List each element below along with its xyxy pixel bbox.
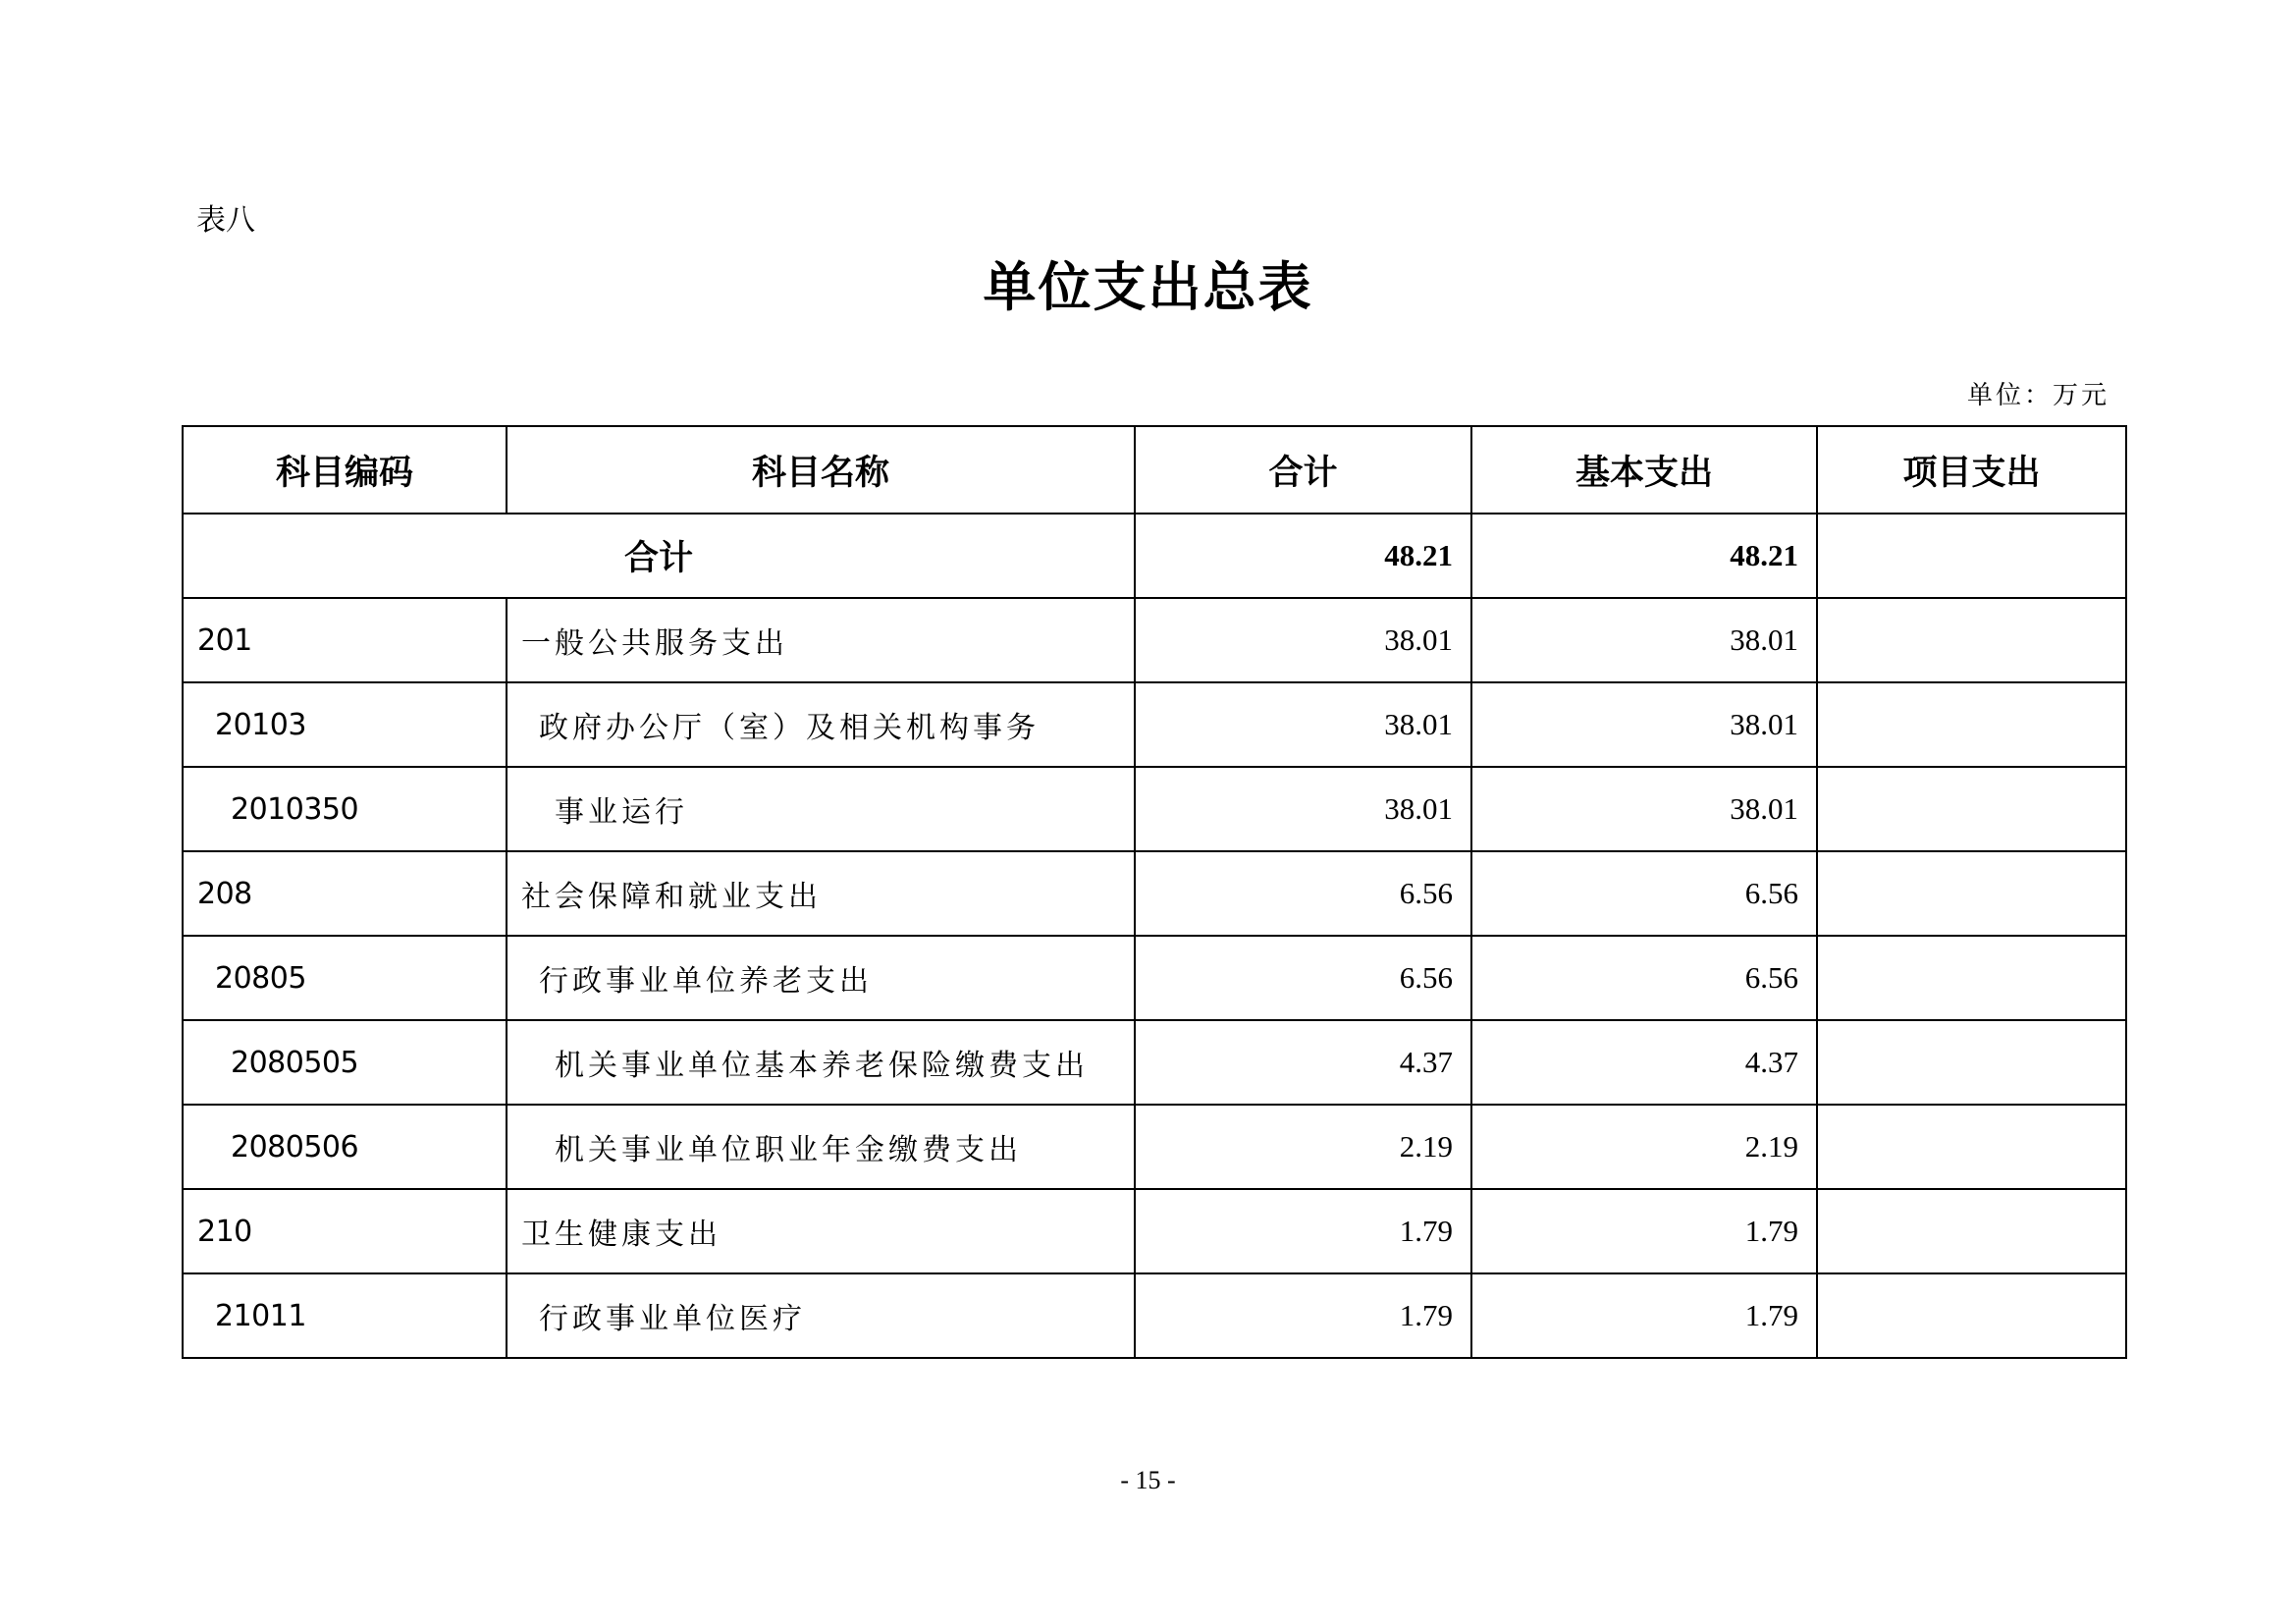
amount-total: 6.56 — [1135, 851, 1471, 936]
table-row — [183, 767, 2126, 851]
amount-project — [1817, 1020, 2126, 1105]
amount-basic: 38.01 — [1471, 682, 1817, 767]
header-project: 项目支出 — [1817, 426, 2126, 514]
amount-basic: 1.79 — [1471, 1189, 1817, 1273]
account-code: 2080506 — [183, 1105, 507, 1189]
table-row — [183, 682, 2126, 767]
amount-project — [1817, 936, 2126, 1020]
amount-basic: 2.19 — [1471, 1105, 1817, 1189]
total-basic: 48.21 — [1471, 514, 1817, 598]
amount-project — [1817, 1189, 2126, 1273]
expenditure-table — [182, 425, 2127, 1359]
amount-project — [1817, 598, 2126, 682]
account-name: 政府办公厅（室）及相关机构事务 — [507, 682, 1135, 767]
table-row — [183, 1189, 2126, 1273]
table-row — [183, 936, 2126, 1020]
account-name: 行政事业单位养老支出 — [507, 936, 1135, 1020]
table-row — [183, 851, 2126, 936]
account-name: 卫生健康支出 — [507, 1189, 1135, 1273]
total-label: 合计 — [183, 514, 1135, 598]
table-row — [183, 1105, 2126, 1189]
account-name: 行政事业单位医疗 — [507, 1273, 1135, 1358]
amount-total: 6.56 — [1135, 936, 1471, 1020]
amount-basic: 6.56 — [1471, 851, 1817, 936]
amount-project — [1817, 682, 2126, 767]
table-label: 表八 — [196, 203, 255, 238]
table-body — [183, 514, 2126, 1358]
account-code: 208 — [183, 851, 507, 936]
total-project — [1817, 514, 2126, 598]
total-amount: 48.21 — [1135, 514, 1471, 598]
amount-total: 2.19 — [1135, 1105, 1471, 1189]
account-name: 机关事业单位基本养老保险缴费支出 — [507, 1020, 1135, 1105]
table-header-row — [183, 426, 2126, 514]
account-name: 社会保障和就业支出 — [507, 851, 1135, 936]
header-total: 合计 — [1135, 426, 1471, 514]
amount-basic: 4.37 — [1471, 1020, 1817, 1105]
unit-note: 单位：万元 — [1966, 381, 2109, 410]
amount-project — [1817, 1273, 2126, 1358]
amount-basic: 1.79 — [1471, 1273, 1817, 1358]
account-code: 2010350 — [183, 767, 507, 851]
header-name: 科目名称 — [507, 426, 1135, 514]
account-code: 210 — [183, 1189, 507, 1273]
amount-basic: 6.56 — [1471, 936, 1817, 1020]
table-row — [183, 598, 2126, 682]
table-row — [183, 1020, 2126, 1105]
account-code: 21011 — [183, 1273, 507, 1358]
amount-total: 4.37 — [1135, 1020, 1471, 1105]
account-code: 201 — [183, 598, 507, 682]
account-code: 20103 — [183, 682, 507, 767]
account-code: 2080505 — [183, 1020, 507, 1105]
account-name: 机关事业单位职业年金缴费支出 — [507, 1105, 1135, 1189]
amount-total: 38.01 — [1135, 598, 1471, 682]
amount-total: 38.01 — [1135, 767, 1471, 851]
amount-total: 38.01 — [1135, 682, 1471, 767]
amount-total: 1.79 — [1135, 1273, 1471, 1358]
amount-project — [1817, 767, 2126, 851]
total-row — [183, 514, 2126, 598]
account-code: 20805 — [183, 936, 507, 1020]
document-title: 单位支出总表 — [983, 255, 1313, 318]
amount-basic: 38.01 — [1471, 767, 1817, 851]
table-row — [183, 1273, 2126, 1358]
header-basic: 基本支出 — [1471, 426, 1817, 514]
account-name: 事业运行 — [507, 767, 1135, 851]
amount-project — [1817, 851, 2126, 936]
page-number: - 15 - — [1120, 1466, 1176, 1494]
header-code: 科目编码 — [183, 426, 507, 514]
amount-total: 1.79 — [1135, 1189, 1471, 1273]
account-name: 一般公共服务支出 — [507, 598, 1135, 682]
amount-project — [1817, 1105, 2126, 1189]
amount-basic: 38.01 — [1471, 598, 1817, 682]
